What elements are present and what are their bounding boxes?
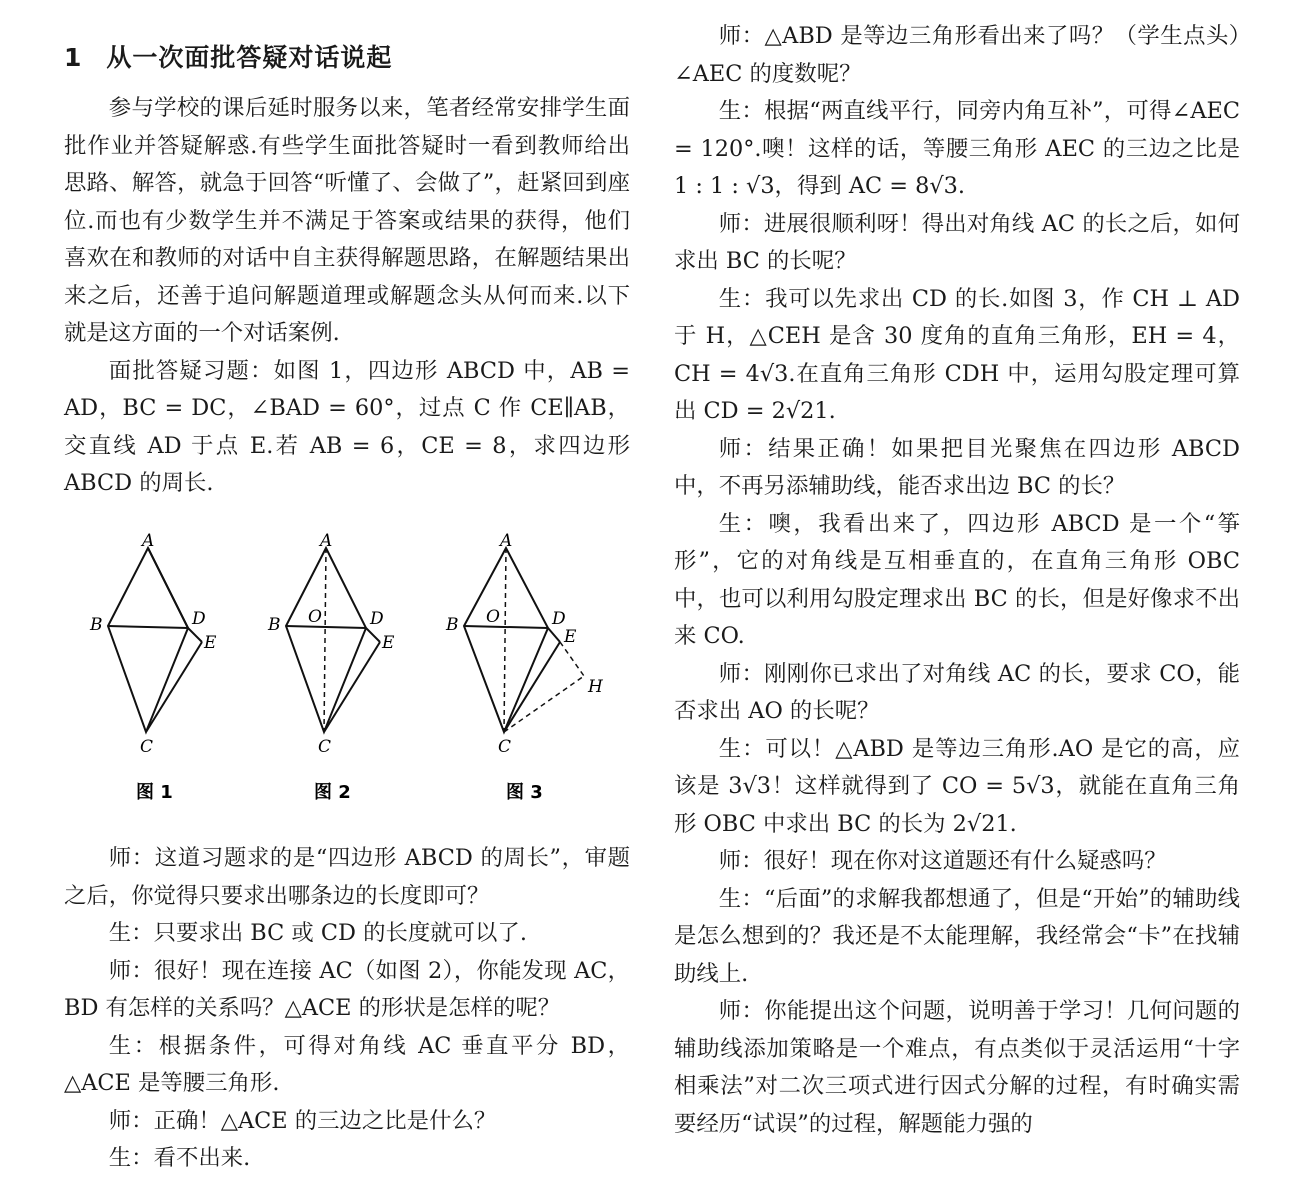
dialogue-line: 师：很好！现在连接 AC（如图 2），你能发现 AC，BD 有怎样的关系吗？△ACE 的形状是怎样的呢？ — [64, 957, 630, 1021]
fig1-label-d: D — [192, 609, 206, 629]
figure-3-caption: 图 3 — [506, 782, 543, 803]
figure-2-caption: 图 2 — [314, 782, 351, 803]
fig3-label-h: H — [588, 677, 603, 697]
dialogue-line: 生：只要求出 BC 或 CD 的长度就可以了. — [108, 920, 527, 946]
section-title: 从一次面批答疑对话说起 — [106, 43, 393, 72]
fig3-label-b: B — [446, 615, 459, 635]
fig2-label-c: C — [318, 737, 332, 757]
fig1-label-c: C — [140, 737, 154, 757]
figure-1-diagram — [108, 548, 202, 732]
intro-paragraph: 参与学校的课后延时服务以来，笔者经常安排学生面批作业并答疑解惑.有些学生面批答疑时一看到教师给出思路、解答，就急于回答“听懂了、会做了”，赶紧回到座位.而也有少数学生并不满足于答案或结果的获得，他们喜欢在和教师的对话中自主获得解题思路，在解题结果出来之后，还善于追问解题道理或解题念头从何而来.以下就是这方面的一个对话案例. — [64, 95, 630, 346]
fig1-label-a: A — [142, 531, 155, 551]
dialogue-line: 师：刚刚你已求出了对角线 AC 的长，要求 CO，能否求出 AO 的长呢？ — [674, 660, 1240, 724]
dialogue-line: 师：结果正确！如果把目光聚焦在四边形 ABCD 中，不再另添辅助线，能否求出边 BC 的长？ — [674, 435, 1240, 499]
left-column-bottom — [64, 840, 630, 1178]
fig3-label-c: C — [498, 737, 512, 757]
dialogue-line: 师：这道习题求的是“四边形 ABCD 的周长”，审题之后，你觉得只要求出哪条边的长度即可？ — [64, 845, 630, 909]
fig2-label-d: D — [370, 609, 384, 629]
dialogue-line: 生：看不出来. — [108, 1145, 251, 1171]
fig3-label-d: D — [552, 609, 566, 629]
dialogue-line: 生：我可以先求出 CD 的长.如图 3，作 CH ⊥ AD 于 H，△CEH 是含 30 度角的直角三角形，EH = 4，CH = 4√3.在直角三角形 CDH 中，运用勾股定理可算出 CD = 2√21. — [674, 285, 1240, 424]
figure-1-caption: 图 1 — [136, 782, 173, 803]
fig3-label-e: E — [564, 627, 577, 647]
dialogue-line: 师：正确！△ACE 的三边之比是什么？ — [108, 1107, 497, 1134]
fig3-label-o: O — [486, 607, 500, 627]
dialogue-line: 生：根据“两直线平行，同旁内角互补”，可得∠AEC = 120°.噢！这样的话，等腰三角形 AEC 的三边之比是 1 : 1 : √3，得到 AC = 8√3. — [674, 98, 1240, 199]
figure-2-diagram — [286, 548, 380, 732]
fig2-label-b: B — [268, 615, 281, 635]
dialogue-line: 师：△ABD 是等边三角形看出来了吗？（学生点头）∠AEC 的度数呢？ — [674, 23, 1240, 87]
dialogue-line: 师：进展很顺利呀！得出对角线 AC 的长之后，如何求出 BC 的长呢？ — [674, 210, 1240, 274]
dialogue-line: 生：噢，我看出来了，四边形 ABCD 是一个“筝形”，它的对角线是互相垂直的，在直角三角形 OBC 中，也可以利用勾股定理求出 BC 的长，但是好像求不出来 CO. — [674, 510, 1240, 649]
dialogue-line: 师：你能提出这个问题，说明善于学习！几何问题的辅助线添加策略是一个难点，有点类似于灵活运用“十字相乘法”对二次三项式进行因式分解的过程，有时确实需要经历“试误”的过程，解题能力强的 — [674, 998, 1240, 1137]
fig1-label-b: B — [90, 615, 103, 635]
dialogue-line: 生：可以！△ABD 是等边三角形.AO 是它的高，应该是 3√3！这样就得到了 CO = 5√3，就能在直角三角形 OBC 中求出 BC 的长为 2√21. — [674, 735, 1240, 837]
dialogue-line: 生：根据条件，可得对角线 AC 垂直平分 BD，△ACE 是等腰三角形. — [64, 1032, 630, 1096]
figure-row — [64, 520, 630, 820]
left-column-top — [64, 90, 630, 503]
fig2-label-e: E — [382, 633, 395, 653]
problem-paragraph: 面批答疑习题：如图 1，四边形 ABCD 中，AB = AD，BC = DC，∠BAD = 60°，过点 C 作 CE∥AB，交直线 AD 于点 E.若 AB = 6，CE = 8，求四边形 ABCD 的周长. — [64, 357, 630, 496]
fig2-label-a: A — [320, 531, 333, 551]
fig1-label-e: E — [204, 633, 217, 653]
dialogue-line: 师：很好！现在你对这道题还有什么疑惑吗？ — [718, 848, 1167, 874]
section-heading — [64, 38, 392, 74]
fig3-label-a: A — [500, 531, 513, 551]
geometry-figures — [64, 520, 630, 820]
dialogue-line: 生：“后面”的求解我都想通了，但是“开始”的辅助线是怎么想到的？我还是不太能理解，我经常会“卡”在找辅助线上. — [674, 885, 1240, 987]
right-column — [674, 18, 1240, 1143]
fig2-label-o: O — [308, 607, 322, 627]
section-number: 1 — [64, 43, 83, 72]
